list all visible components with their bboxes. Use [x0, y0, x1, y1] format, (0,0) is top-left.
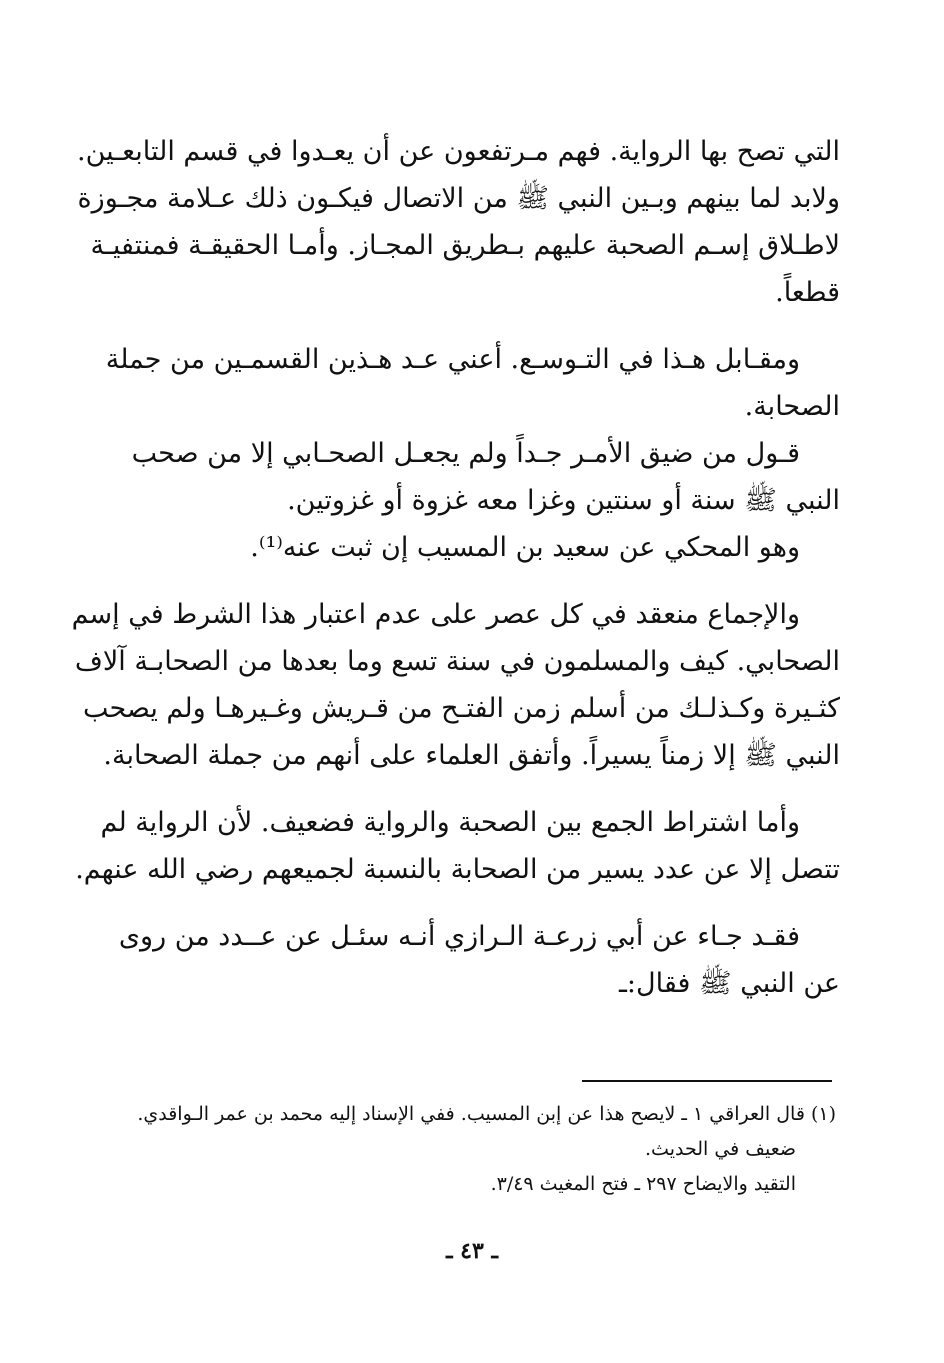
paragraph-3 [131, 430, 840, 571]
text-line: النبي ﷺ إلا زمناً يسيراً. وأتفق العلماء على أنهم من جملة الصحابة. [103, 740, 840, 771]
paragraph-6 [118, 913, 840, 1007]
text-line: عن النبي ﷺ فقال:ـ [619, 968, 840, 999]
text-line: فقـد جـاء عن أبي زرعـة الـرازي أنـه سئـل عن عــدد من روى [118, 921, 800, 952]
text-line: الصحابة. [744, 391, 840, 422]
footnote-divider [582, 1080, 832, 1082]
paragraph-4 [71, 591, 840, 779]
text-line: الصحابي. كيف والمسلمون في سنة تسع وما بعدها من الصحابـة آلاف [74, 646, 840, 677]
text-line: وأما اشتراط الجمع بين الصحبة والرواية فضعيف. لأن الرواية لم [100, 807, 800, 838]
footnotes [136, 1097, 836, 1202]
text-line: قطعاً. [775, 277, 840, 308]
page-number: ـ ٤٣ ـ [446, 1238, 498, 1264]
text-line: قـول من ضيق الأمـر جـداً ولم يجعـل الصحـابي إلا من صحب [131, 438, 800, 469]
text-line: لاطـلاق إسـم الصحبة عليهم بـطريق المجـاز. وأمـا الحقيقـة فمنتفيـة [90, 230, 840, 261]
text-line: والإجماع منعقد في كل عصر على عدم اعتبار هذا الشرط في إسم [71, 599, 800, 630]
text-line: التي تصح بها الرواية. فهم مـرتفعون عن أن يعـدوا في قسم التابعـين. [76, 136, 840, 167]
footnote-line: (١) قال العراقي ١ ـ لايصح هذا عن إبن المسيب. ففي الإسناد إليه محمد بن عمر الـواقدي. [137, 1103, 836, 1125]
footnote-line: التقيد والايضاح ٢٩٧ ـ فتح المغيث ٣/٤٩. [490, 1173, 796, 1195]
paragraph-2 [105, 336, 840, 430]
paragraph-1 [76, 128, 840, 316]
text-line: النبي ﷺ سنة أو سنتين وغزا معه غزوة أو غزوتين. [287, 485, 840, 516]
footnote-line: ضعيف في الحديث. [645, 1138, 796, 1160]
text-line: كثـيرة وكـذلـك من أسلم زمن الفتـح من قـريش وغـيرهـا ولم يصحب [82, 693, 840, 724]
text-line: وهو المحكي عن سعيد بن المسيب إن ثبت عنه⁽¹⁾. [250, 532, 800, 563]
text-line: ولابد لما بينهم وبـين النبي ﷺ من الاتصال فيكـون ذلك عـلامة مجـوزة [77, 183, 840, 214]
paragraph-5 [75, 799, 840, 893]
main-text [71, 128, 840, 1027]
text-line: ومقـابل هـذا في التـوسـع. أعني عـد هـذين القسمـين من جملة [105, 344, 800, 375]
text-line: تتصل إلا عن عدد يسير من الصحابة بالنسبة لجميعهم رضي الله عنهم. [75, 854, 840, 885]
